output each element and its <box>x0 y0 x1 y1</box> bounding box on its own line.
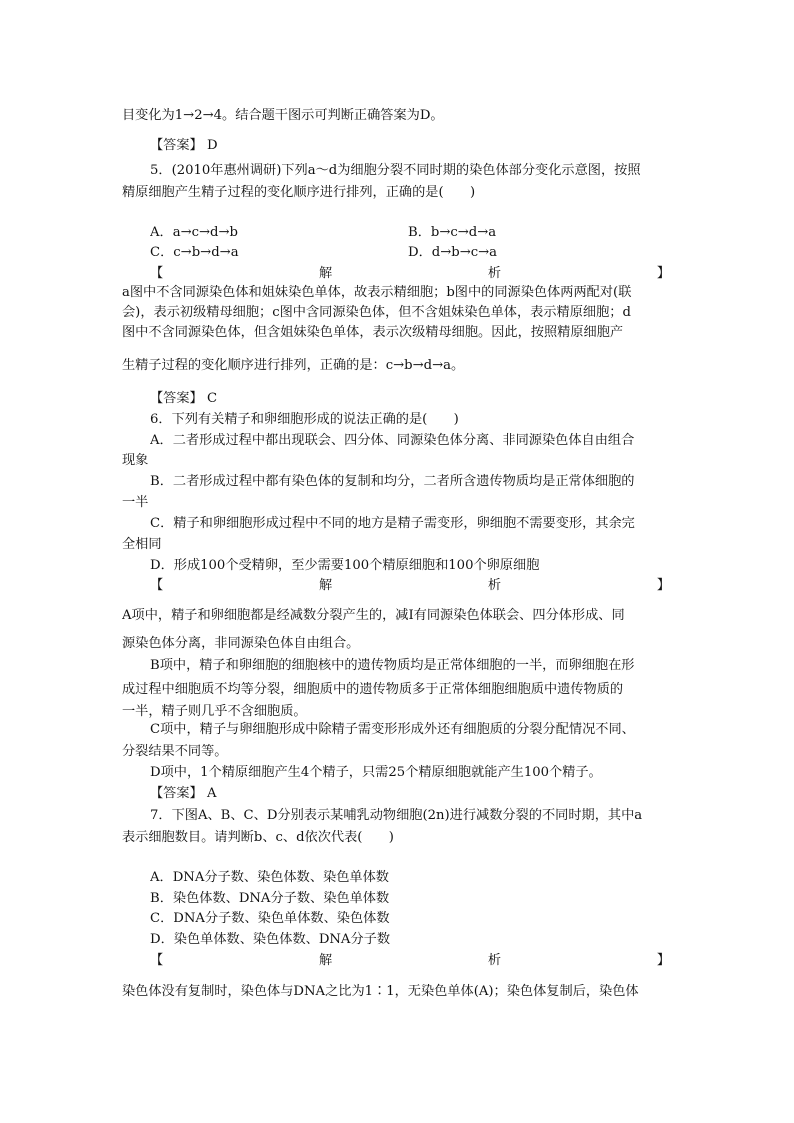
analysis-text: 图中不含同源染色体，但含姐妹染色单体，表示次级精母细胞。因此，按照精原细胞产 <box>122 325 624 340</box>
analysis-text: 源染色体分离，非同源染色体自由组合。 <box>122 636 360 651</box>
option-a: A．二者形成过程中都出现联会、四分体、同源染色体分离、非同源染色体自由组合 <box>150 433 635 448</box>
analysis-text: 会)，表示初级精母细胞；c图中含同源染色体，但不含姐妹染色单体，表示精原细胞；d <box>122 305 631 320</box>
question-5-stem: 5．(2010年惠州调研)下列a～d为细胞分裂不同时期的染色体部分变化示意图，按照 <box>150 163 641 178</box>
option-a: A．a→c→d→b <box>150 225 238 240</box>
analysis-text: D项中，1个精原细胞产生4个精子，只需25个精原细胞就能产生100个精子。 <box>150 765 602 780</box>
question-7-stem-cont: 表示细胞数目。请判断b、c、d依次代表( ) <box>122 830 394 845</box>
question-6-stem: 6．下列有关精子和卵细胞形成的说法正确的是( ) <box>150 412 459 427</box>
question-5-stem-cont: 精原细胞产生精子过程的变化顺序进行排列，正确的是( ) <box>122 185 476 200</box>
analysis-text: B项中，精子和卵细胞的细胞核中的遗传物质均是正常体细胞的一半，而卵细胞在形 <box>150 658 635 673</box>
analysis-char-1: 解 <box>318 578 333 593</box>
bracket-close: 】 <box>656 266 670 281</box>
option-b: B．染色体数、DNA分子数、染色单体数 <box>150 891 390 906</box>
analysis-text: 生精子过程的变化顺序进行排列，正确的是：c→b→d→a。 <box>122 358 465 373</box>
option-b: B．二者形成过程中都有染色体的复制和均分，二者所含遗传物质均是正常体细胞的 <box>150 474 635 489</box>
analysis-char-1: 解 <box>318 953 333 968</box>
bracket-open: 【 <box>150 953 164 968</box>
bracket-close: 】 <box>656 953 670 968</box>
analysis-header <box>150 576 670 596</box>
analysis-text: 分裂结果不同等。 <box>122 744 228 759</box>
analysis-char-1: 解 <box>318 266 333 281</box>
option-a-cont: 现象 <box>122 453 149 468</box>
bracket-open: 【 <box>150 578 164 593</box>
option-d: D．d→b→c→a <box>408 245 498 260</box>
option-c: C．精子和卵细胞形成过程中不同的地方是精子需变形，卵细胞不需要变形，其余完 <box>150 516 635 531</box>
analysis-text: 染色体没有复制时，染色体与DNA之比为1∶1，无染色单体(A)；染色体复制后，染色体 <box>122 984 639 999</box>
option-a: A．DNA分子数、染色体数、染色单体数 <box>150 870 389 885</box>
answer-label: 【答案】 C <box>150 391 218 406</box>
analysis-char-2: 析 <box>487 266 502 281</box>
analysis-char-2: 析 <box>487 953 502 968</box>
option-c: C．DNA分子数、染色单体数、染色体数 <box>150 911 390 926</box>
option-b: B．b→c→d→a <box>408 225 497 240</box>
analysis-header <box>150 951 670 971</box>
option-d: D．染色单体数、染色体数、DNA分子数 <box>150 932 391 947</box>
option-c-cont: 全相同 <box>122 537 162 552</box>
analysis-text: 一半，精子则几乎不含细胞质。 <box>122 704 307 719</box>
bracket-open: 【 <box>150 266 164 281</box>
option-row <box>150 223 670 243</box>
analysis-text: 成过程中细胞质不均等分裂，细胞质中的遗传物质多于正常体细胞细胞质中遗传物质的 <box>122 682 624 697</box>
bracket-close: 】 <box>656 578 670 593</box>
analysis-header <box>150 264 670 284</box>
option-b-cont: 一半 <box>122 495 149 510</box>
option-d: D．形成100个受精卵，至少需要100个精原细胞和100个卵原细胞 <box>150 558 540 573</box>
analysis-char-2: 析 <box>487 578 502 593</box>
analysis-text: a图中不含同源染色体和姐妹染色单体，故表示精细胞；b图中的同源染色体两两配对(联 <box>122 285 632 300</box>
question-7-stem: 7．下图A、B、C、D分别表示某哺乳动物细胞(2n)进行减数分裂的不同时期，其中a <box>150 808 643 823</box>
option-c: C．c→b→d→a <box>150 245 239 260</box>
analysis-text: C项中，精子与卵细胞形成中除精子需变形形成外还有细胞质的分裂分配情况不同、 <box>150 722 635 737</box>
text-line: 目变化为1→2→4。结合题干图示可判断正确答案为D。 <box>122 108 444 123</box>
answer-label: 【答案】 A <box>150 786 217 801</box>
option-row <box>150 243 670 263</box>
answer-label: 【答案】 D <box>150 138 218 153</box>
analysis-text: A项中，精子和卵细胞都是经减数分裂产生的，减Ⅰ有同源染色体联会、四分体形成、同 <box>122 608 625 623</box>
